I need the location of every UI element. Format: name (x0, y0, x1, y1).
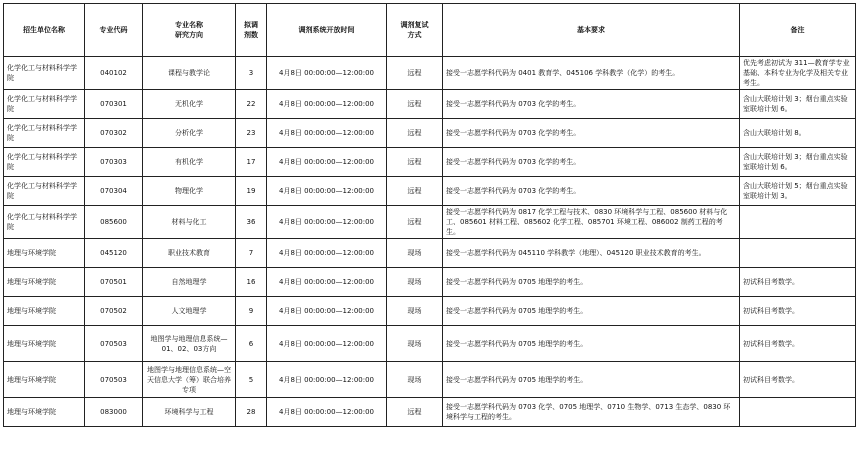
cell-req: 接受一志愿学科代码为 0705 地理学的考生。 (443, 268, 740, 297)
cell-code: 070503 (85, 362, 143, 398)
cell-req: 接受一志愿学科代码为 0705 地理学的考生。 (443, 362, 740, 398)
cell-code: 070302 (85, 119, 143, 148)
cell-count: 9 (236, 297, 267, 326)
cell-major: 地图学与地理信息系统—空天信息大学（筹）联合培养专项 (143, 362, 236, 398)
table-row (4, 326, 856, 362)
cell-note: 含山大联培计划 3；烟台重点实验室联培计划 6。 (740, 148, 856, 177)
header-time: 调剂系统开放时间 (267, 4, 387, 57)
cell-count: 28 (236, 398, 267, 427)
table-row (4, 268, 856, 297)
cell-count: 36 (236, 206, 267, 239)
table-row (4, 362, 856, 398)
cell-major: 人文地理学 (143, 297, 236, 326)
header-requirements: 基本要求 (443, 4, 740, 57)
cell-req: 接受一志愿学科代码为 0705 地理学的考生。 (443, 326, 740, 362)
cell-time: 4月8日 00:00:00—12:00:00 (267, 119, 387, 148)
cell-time: 4月8日 00:00:00—12:00:00 (267, 148, 387, 177)
cell-unit: 化学化工与材料科学学院 (4, 90, 85, 119)
admissions-table-container (3, 3, 856, 427)
cell-req: 接受一志愿学科代码为 0817 化学工程与技术、0830 环境科学与工程、085600 材料与化工、085601 材料工程、085602 化学工程、085701 环境工程、086002 制药工程的考生。 (443, 206, 740, 239)
cell-unit: 化学化工与材料科学学院 (4, 177, 85, 206)
cell-req: 接受一志愿学科代码为 0703 化学的考生。 (443, 119, 740, 148)
cell-major: 分析化学 (143, 119, 236, 148)
cell-code: 083000 (85, 398, 143, 427)
cell-code: 045120 (85, 239, 143, 268)
header-major: 专业名称 研究方向 (143, 4, 236, 57)
cell-count: 22 (236, 90, 267, 119)
cell-time: 4月8日 00:00:00—12:00:00 (267, 57, 387, 90)
cell-mode: 现场 (387, 362, 443, 398)
header-notes: 备注 (740, 4, 856, 57)
cell-note (740, 398, 856, 427)
cell-count: 17 (236, 148, 267, 177)
cell-mode: 现场 (387, 326, 443, 362)
cell-unit: 地理与环境学院 (4, 398, 85, 427)
cell-major: 无机化学 (143, 90, 236, 119)
cell-major: 课程与教学论 (143, 57, 236, 90)
admissions-table (3, 3, 856, 427)
cell-mode: 远程 (387, 177, 443, 206)
cell-major: 有机化学 (143, 148, 236, 177)
cell-count: 23 (236, 119, 267, 148)
header-row (4, 4, 856, 57)
cell-req: 接受一志愿学科代码为 0705 地理学的考生。 (443, 297, 740, 326)
cell-time: 4月8日 00:00:00—12:00:00 (267, 90, 387, 119)
table-row (4, 398, 856, 427)
cell-code: 070503 (85, 326, 143, 362)
cell-code: 070303 (85, 148, 143, 177)
cell-unit: 地理与环境学院 (4, 362, 85, 398)
cell-note: 含山大联培计划 8。 (740, 119, 856, 148)
cell-major: 材料与化工 (143, 206, 236, 239)
cell-req: 接受一志愿学科代码为 045110 学科教学（地理）、045120 职业技术教育的考生。 (443, 239, 740, 268)
cell-code: 070301 (85, 90, 143, 119)
header-unit: 招生单位名称 (4, 4, 85, 57)
cell-note: 初试科目考数学。 (740, 326, 856, 362)
cell-mode: 远程 (387, 398, 443, 427)
cell-count: 19 (236, 177, 267, 206)
cell-count: 7 (236, 239, 267, 268)
cell-req: 接受一志愿学科代码为 0703 化学的考生。 (443, 148, 740, 177)
cell-count: 3 (236, 57, 267, 90)
cell-major: 物理化学 (143, 177, 236, 206)
cell-mode: 现场 (387, 297, 443, 326)
cell-req: 接受一志愿学科代码为 0703 化学的考生。 (443, 90, 740, 119)
cell-unit: 地理与环境学院 (4, 239, 85, 268)
cell-note (740, 206, 856, 239)
cell-note: 优先考虑初试为 311—教育学专业基础、本科专业为化学及相关专业考生。 (740, 57, 856, 90)
cell-count: 5 (236, 362, 267, 398)
table-row (4, 177, 856, 206)
cell-mode: 远程 (387, 206, 443, 239)
cell-code: 085600 (85, 206, 143, 239)
cell-req: 接受一志愿学科代码为 0703 化学、0705 地理学、0710 生物学、0713 生态学、0830 环境科学与工程的考生。 (443, 398, 740, 427)
table-row (4, 148, 856, 177)
cell-code: 070304 (85, 177, 143, 206)
cell-time: 4月8日 00:00:00—12:00:00 (267, 206, 387, 239)
table-row (4, 206, 856, 239)
cell-unit: 地理与环境学院 (4, 297, 85, 326)
cell-mode: 远程 (387, 148, 443, 177)
cell-note: 初试科目考数学。 (740, 297, 856, 326)
cell-count: 16 (236, 268, 267, 297)
cell-note: 初试科目考数学。 (740, 268, 856, 297)
cell-mode: 现场 (387, 268, 443, 297)
cell-code: 040102 (85, 57, 143, 90)
cell-unit: 化学化工与材料科学学院 (4, 148, 85, 177)
cell-unit: 地理与环境学院 (4, 326, 85, 362)
cell-count: 6 (236, 326, 267, 362)
cell-mode: 远程 (387, 57, 443, 90)
cell-time: 4月8日 00:00:00—12:00:00 (267, 297, 387, 326)
cell-major: 职业技术教育 (143, 239, 236, 268)
table-row (4, 239, 856, 268)
table-row (4, 297, 856, 326)
cell-unit: 化学化工与材料科学学院 (4, 206, 85, 239)
cell-time: 4月8日 00:00:00—12:00:00 (267, 362, 387, 398)
cell-time: 4月8日 00:00:00—12:00:00 (267, 177, 387, 206)
cell-major: 地图学与地理信息系统—01、02、03方向 (143, 326, 236, 362)
cell-unit: 化学化工与材料科学学院 (4, 119, 85, 148)
cell-req: 接受一志愿学科代码为 0401 教育学、045106 学科教学（化学）的考生。 (443, 57, 740, 90)
cell-code: 070501 (85, 268, 143, 297)
cell-mode: 远程 (387, 119, 443, 148)
cell-mode: 远程 (387, 90, 443, 119)
cell-time: 4月8日 00:00:00—12:00:00 (267, 398, 387, 427)
table-row (4, 57, 856, 90)
cell-unit: 化学化工与材料科学学院 (4, 57, 85, 90)
header-mode: 调剂复试 方式 (387, 4, 443, 57)
header-code: 专业代码 (85, 4, 143, 57)
cell-note: 含山大联培计划 3；烟台重点实验室联培计划 6。 (740, 90, 856, 119)
table-row (4, 90, 856, 119)
cell-code: 070502 (85, 297, 143, 326)
cell-req: 接受一志愿学科代码为 0703 化学的考生。 (443, 177, 740, 206)
cell-unit: 地理与环境学院 (4, 268, 85, 297)
cell-time: 4月8日 00:00:00—12:00:00 (267, 268, 387, 297)
cell-time: 4月8日 00:00:00—12:00:00 (267, 326, 387, 362)
cell-mode: 现场 (387, 239, 443, 268)
cell-major: 环境科学与工程 (143, 398, 236, 427)
cell-note: 初试科目考数学。 (740, 362, 856, 398)
cell-note: 含山大联培计划 5；烟台重点实验室联培计划 3。 (740, 177, 856, 206)
table-row (4, 119, 856, 148)
header-count: 拟调 剂数 (236, 4, 267, 57)
cell-time: 4月8日 00:00:00—12:00:00 (267, 239, 387, 268)
cell-major: 自然地理学 (143, 268, 236, 297)
cell-note (740, 239, 856, 268)
